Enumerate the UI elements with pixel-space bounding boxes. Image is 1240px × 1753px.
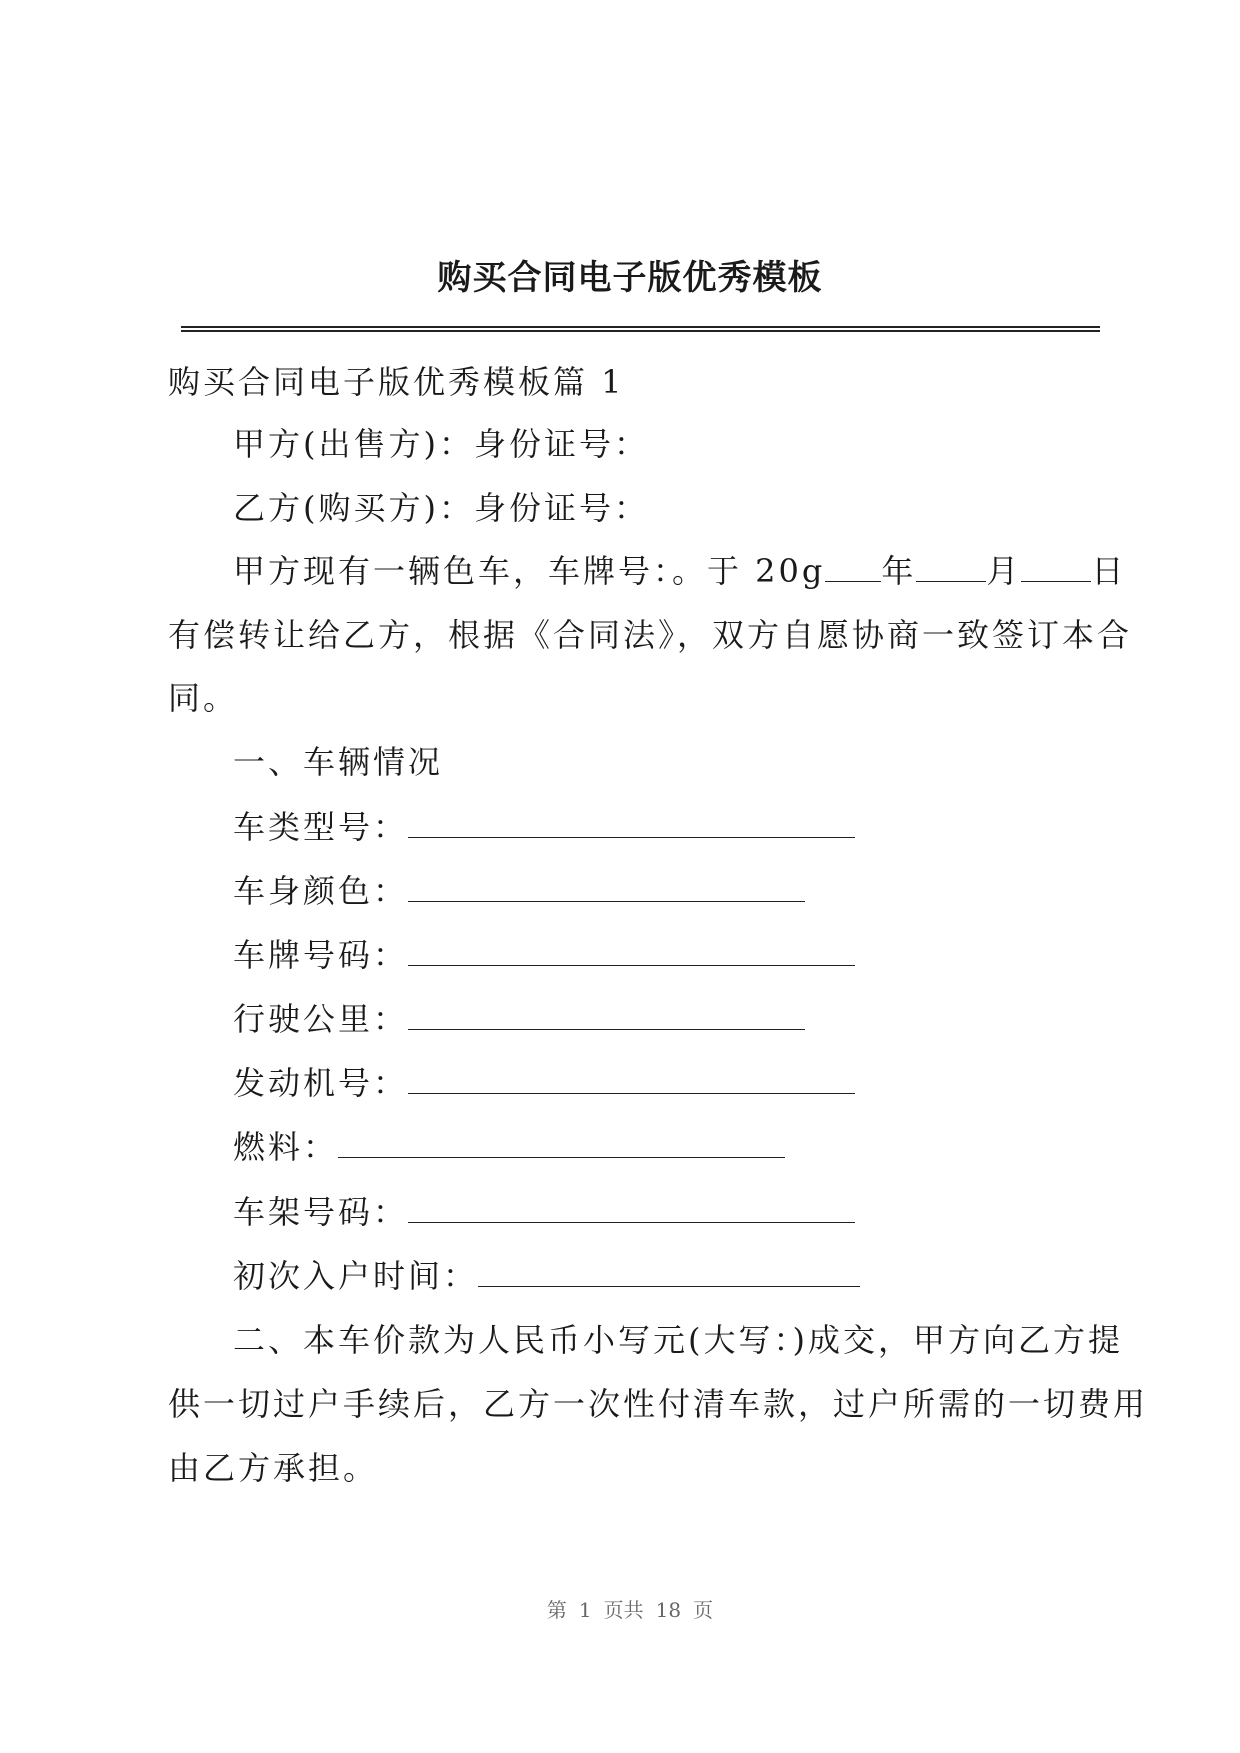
intro-line-2: 有偿转让给乙方，根据《合同法》，双方自愿协商一致签订本合 bbox=[168, 616, 1133, 654]
day-blank bbox=[1021, 551, 1091, 582]
fill-blank bbox=[408, 999, 805, 1030]
field-mileage bbox=[233, 999, 805, 1039]
fill-blank bbox=[408, 1192, 855, 1223]
fill-blank bbox=[408, 871, 805, 902]
field-plate-number bbox=[233, 935, 855, 975]
field-body-color bbox=[233, 871, 805, 911]
field-label: 车类型号： bbox=[233, 808, 409, 846]
field-label: 车身颜色： bbox=[233, 872, 409, 910]
footer-page-number: 1 bbox=[578, 1598, 592, 1622]
field-fuel bbox=[233, 1127, 785, 1167]
footer-page-label: 第 bbox=[546, 1598, 567, 1622]
footer-page-of: 页共 bbox=[603, 1598, 644, 1622]
party-a-line: 甲方(出售方)：身份证号： bbox=[233, 425, 649, 463]
fill-blank bbox=[408, 807, 855, 838]
fill-blank bbox=[408, 935, 855, 966]
section-2-line-3: 由乙方承担。 bbox=[168, 1449, 379, 1487]
title-divider bbox=[181, 326, 1100, 332]
party-b-line: 乙方(购买方)：身份证号： bbox=[233, 489, 649, 527]
document-title: 购买合同电子版优秀模板 bbox=[437, 258, 823, 298]
month-label: 月 bbox=[986, 552, 1022, 590]
field-label: 初次入户时间： bbox=[233, 1257, 479, 1295]
year-blank bbox=[825, 551, 881, 582]
fill-blank bbox=[338, 1127, 785, 1158]
page-footer bbox=[0, 1594, 1240, 1623]
field-label: 燃料： bbox=[233, 1128, 339, 1166]
fill-blank bbox=[478, 1256, 860, 1287]
field-engine-number bbox=[233, 1063, 855, 1103]
intro-line-3: 同。 bbox=[168, 679, 239, 717]
month-blank bbox=[916, 551, 986, 582]
field-label: 行驶公里： bbox=[233, 1000, 409, 1038]
footer-total-pages: 18 bbox=[655, 1598, 682, 1622]
field-label: 发动机号： bbox=[233, 1064, 409, 1102]
footer-page-suffix: 页 bbox=[693, 1598, 714, 1622]
section-2-line-1: 二、本车价款为人民币小写元(大写：)成交，甲方向乙方提 bbox=[233, 1321, 1123, 1359]
field-label: 车牌号码： bbox=[233, 936, 409, 974]
section-heading: 购买合同电子版优秀模板篇 1 bbox=[168, 363, 625, 401]
field-first-registration bbox=[233, 1256, 860, 1296]
fill-blank bbox=[408, 1063, 855, 1094]
field-vehicle-model bbox=[233, 807, 855, 847]
section-2-line-2: 供一切过户手续后，乙方一次性付清车款，过户所需的一切费用 bbox=[168, 1385, 1149, 1423]
intro-line-1 bbox=[233, 551, 1126, 591]
intro-text: 甲方现有一辆色车，车牌号：。于 20g bbox=[233, 552, 826, 590]
field-chassis-number bbox=[233, 1192, 855, 1232]
year-label: 年 bbox=[881, 552, 917, 590]
field-label: 车架号码： bbox=[233, 1193, 409, 1231]
day-label: 日 bbox=[1091, 552, 1127, 590]
section-1-title: 一、车辆情况 bbox=[233, 743, 444, 781]
